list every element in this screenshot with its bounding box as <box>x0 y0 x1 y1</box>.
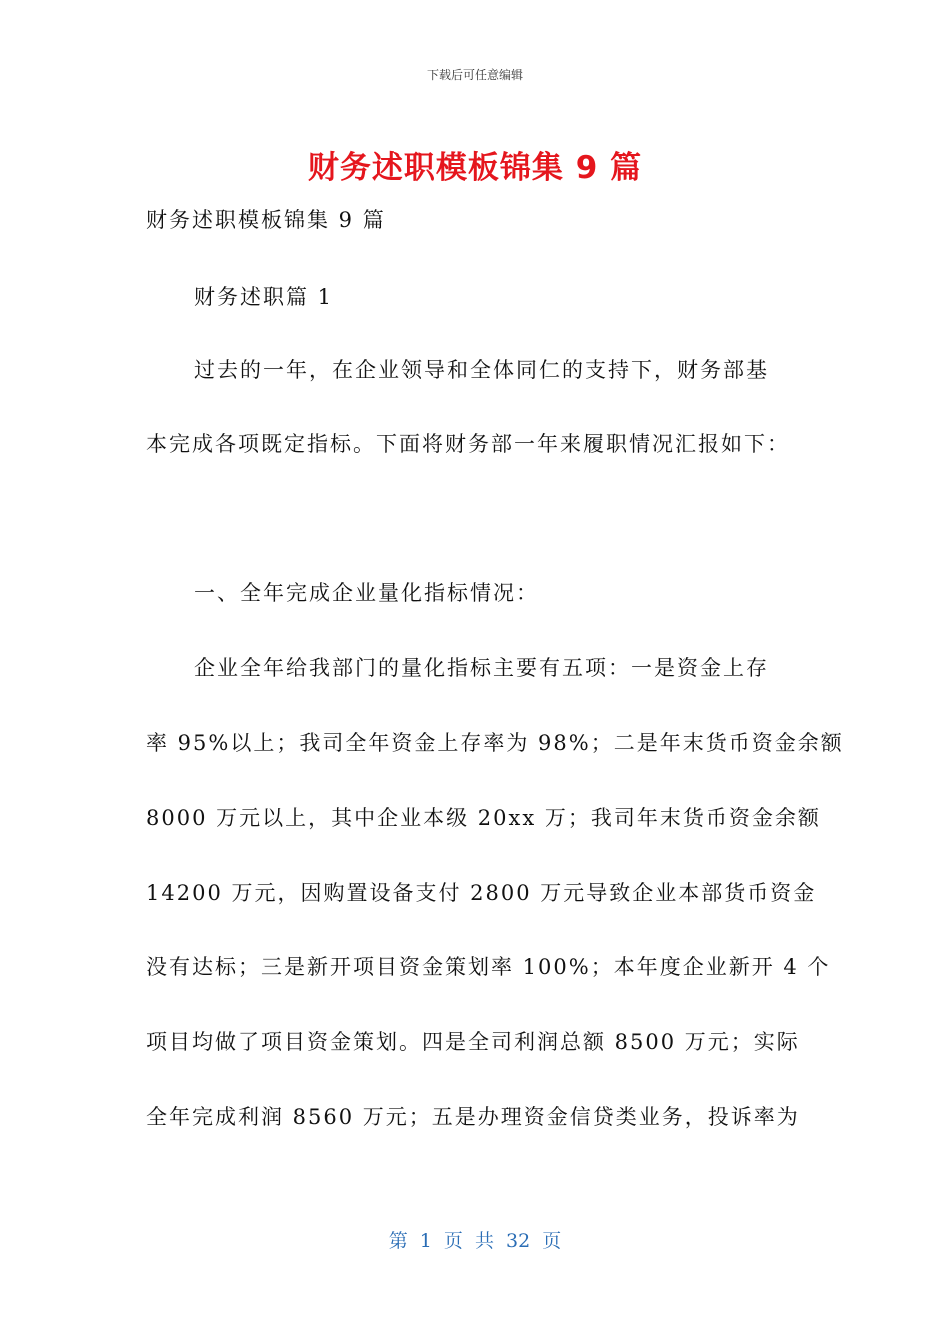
paragraph-line: 项目均做了项目资金策划。四是全司利润总额 8500 万元；实际 <box>146 1030 800 1054</box>
paragraph-line: 过去的一年，在企业领导和全体同仁的支持下，财务部基 <box>194 358 769 382</box>
paragraph-line: 企业全年给我部门的量化指标主要有五项：一是资金上存 <box>194 656 769 680</box>
page-number-footer: 第 1 页 共 32 页 <box>388 1230 562 1252</box>
paragraph-line: 全年完成利润 8560 万元；五是办理资金信贷类业务，投诉率为 <box>146 1105 800 1129</box>
paragraph-line: 本完成各项既定指标。下面将财务部一年来履职情况汇报如下： <box>146 432 790 456</box>
paragraph-line: 没有达标；三是新开项目资金策划率 100%；本年度企业新开 4 个 <box>146 955 831 979</box>
paragraph-line: 14200 万元，因购置设备支付 2800 万元导致企业本部货币资金 <box>146 881 817 905</box>
paragraph-line: 率 95%以上；我司全年资金上存率为 98%；二是年末货币资金余额 <box>146 731 844 755</box>
page-header: 下载后可任意编辑 <box>426 68 523 82</box>
list-heading: 一、全年完成企业量化指标情况： <box>194 581 539 605</box>
section-heading: 财务述职篇 1 <box>194 285 334 309</box>
document-subtitle: 财务述职模板锦集 9 篇 <box>146 208 386 232</box>
paragraph-line: 8000 万元以上，其中企业本级 20xx 万；我司年末货币资金余额 <box>146 806 821 830</box>
document-title: 财务述职模板锦集 9 篇 <box>307 150 643 186</box>
